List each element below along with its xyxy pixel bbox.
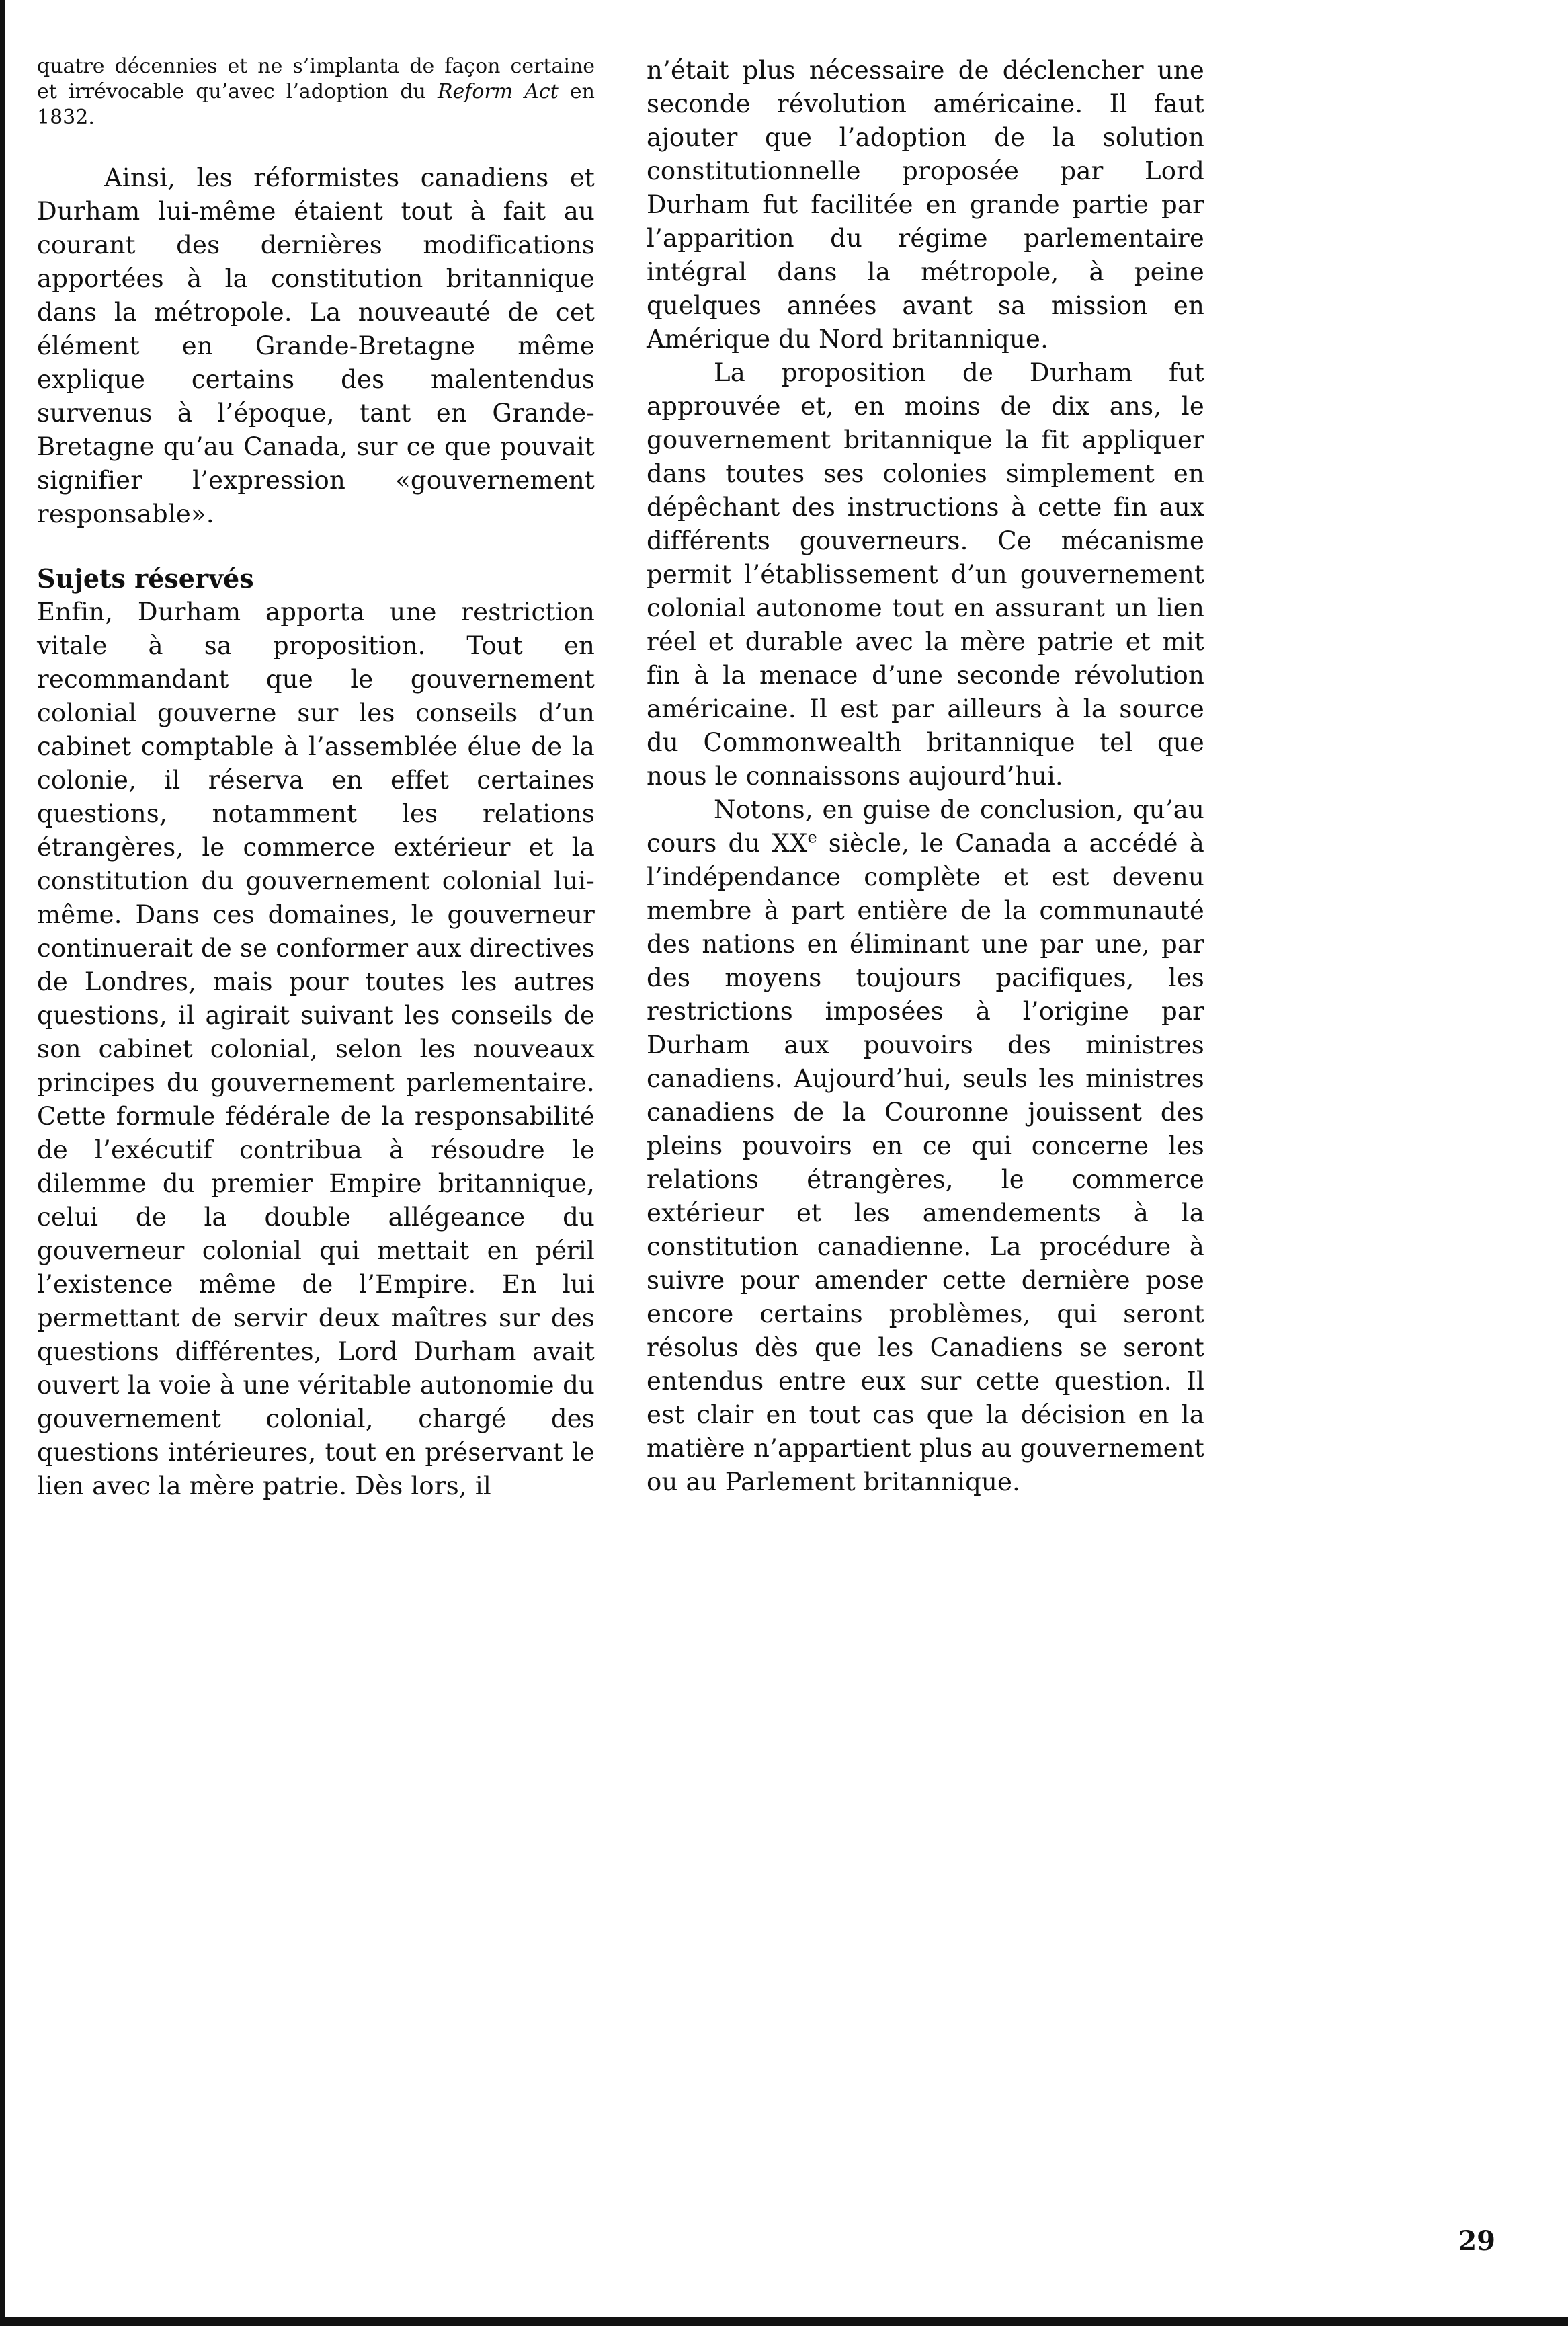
paragraph-continuation: n’était plus nécessaire de déclencher une seconde révolution américaine. Il faut ajouter que l’adoption de la solution constitutionnelle proposée par Lord Durham fut facilitée en grande partie par l’apparition du régime parlementaire intégral dans la métropole, à peine quelques années avant sa mission en Amérique du Nord britannique. <box>647 56 1204 354</box>
paragraph-reformists: Ainsi, les réformistes canadiens et Durham lui-même étaient tout à fait au courant des dernières modifications apportées à la constitution britannique dans la métropole. La nouveauté de cet élément en Grande-Bretagne même explique certains des malentendus survenus à l’époque, tant en Grande-Bretagne qu’au Canada, sur ce que pouvait signifier l’expression «gouvernement responsable». <box>37 163 595 528</box>
scan-border-bottom <box>0 2317 1568 2326</box>
century-superscript: e <box>807 828 817 847</box>
footnote-italic-title: Reform Act <box>437 80 559 104</box>
paragraph-reserved-subjects: Enfin, Durham apporta une restriction vitale à sa proposition. Tout en recommandant que le gouvernement colonial gouverne sur les conseils d’un cabinet comptable à l’assemblée élue de la colonie, il réserva en effet certaines questions, notamment les relations étrangères, le commerce extérieur et la constitution du gouvernement colonial lui-même. Dans ces domaines, le gouverneur continuerait de se conformer aux directives de Londres, mais pour toutes les autres questions, il agirait suivant les conseils de son cabinet colonial, selon les nouveaux principes du gouvernement parlementaire. Cette formule fédérale de la responsabilité de l’exécutif contribua à résoudre le dilemme du premier Empire britannique, celui de la double allégeance du gouverneur colonial qui mettait en péril l’existence même de l’Empire. En lui permettant de servir deux maîtres sur des questions différentes, Lord Durham avait ouvert la voie à une véritable autonomie du gouvernement colonial, chargé des questions intérieures, tout en préservant le lien avec la mère patrie. Dès lors, il <box>37 598 595 1500</box>
conclusion-text-end: siècle, le Canada a accédé à l’indépendance complète et est devenu membre à part entière de la communauté des nations en éliminant une par une, par des moyens toujours pacifiques, les restrictions imposées à l’origine par Durham aux pouvoirs des ministres canadiens. Aujourd’hui, seuls les ministres canadiens de la Couronne jouissent des pleins pouvoirs en ce qui concerne les relations étrangères, le commerce extérieur et les amendements à la constitution canadienne. La procédure à suivre pour amender cette dernière pose encore certains problèmes, qui seront résolus dès que les Canadiens se seront entendus entre eux sur cette question. Il est clair en tout cas que la décision en la matière n’appartient plus au gouvernement ou au Parlement britannique. <box>647 829 1204 1496</box>
conclusion-text-start: Notons, en guise de conclusion, qu’au cours du XX <box>647 795 1204 858</box>
right-column <box>647 54 1204 1499</box>
section-spacer <box>37 531 595 562</box>
footnote <box>37 54 595 130</box>
page-number: 29 <box>1458 2225 1495 2257</box>
footnote-text-end: en 1832. <box>37 80 595 129</box>
paragraph-durham-proposal: La proposition de Durham fut approuvée et, en moins de dix ans, le gouvernement britannique la fit appliquer dans toutes ses colonies simplement en dépêchant des instructions à cette fin aux différents gouverneurs. Ce mécanisme permit l’établissement d’un gouvernement colonial autonome tout en assurant un lien réel et durable avec la mère patrie et mit fin à la menace d’une seconde révolution américaine. Il est par ailleurs à la source du Commonwealth britannique tel que nous le connaissons aujourd’hui. <box>647 358 1204 791</box>
section-heading: Sujets réservés <box>37 563 254 594</box>
left-column <box>37 54 595 1503</box>
scan-border-left <box>0 0 5 2326</box>
footnote-text: quatre décennies et ne s’implanta de façon certaine et irrévocable qu’avec l’adoption du <box>37 54 595 104</box>
paragraph-conclusion <box>647 793 1204 1499</box>
